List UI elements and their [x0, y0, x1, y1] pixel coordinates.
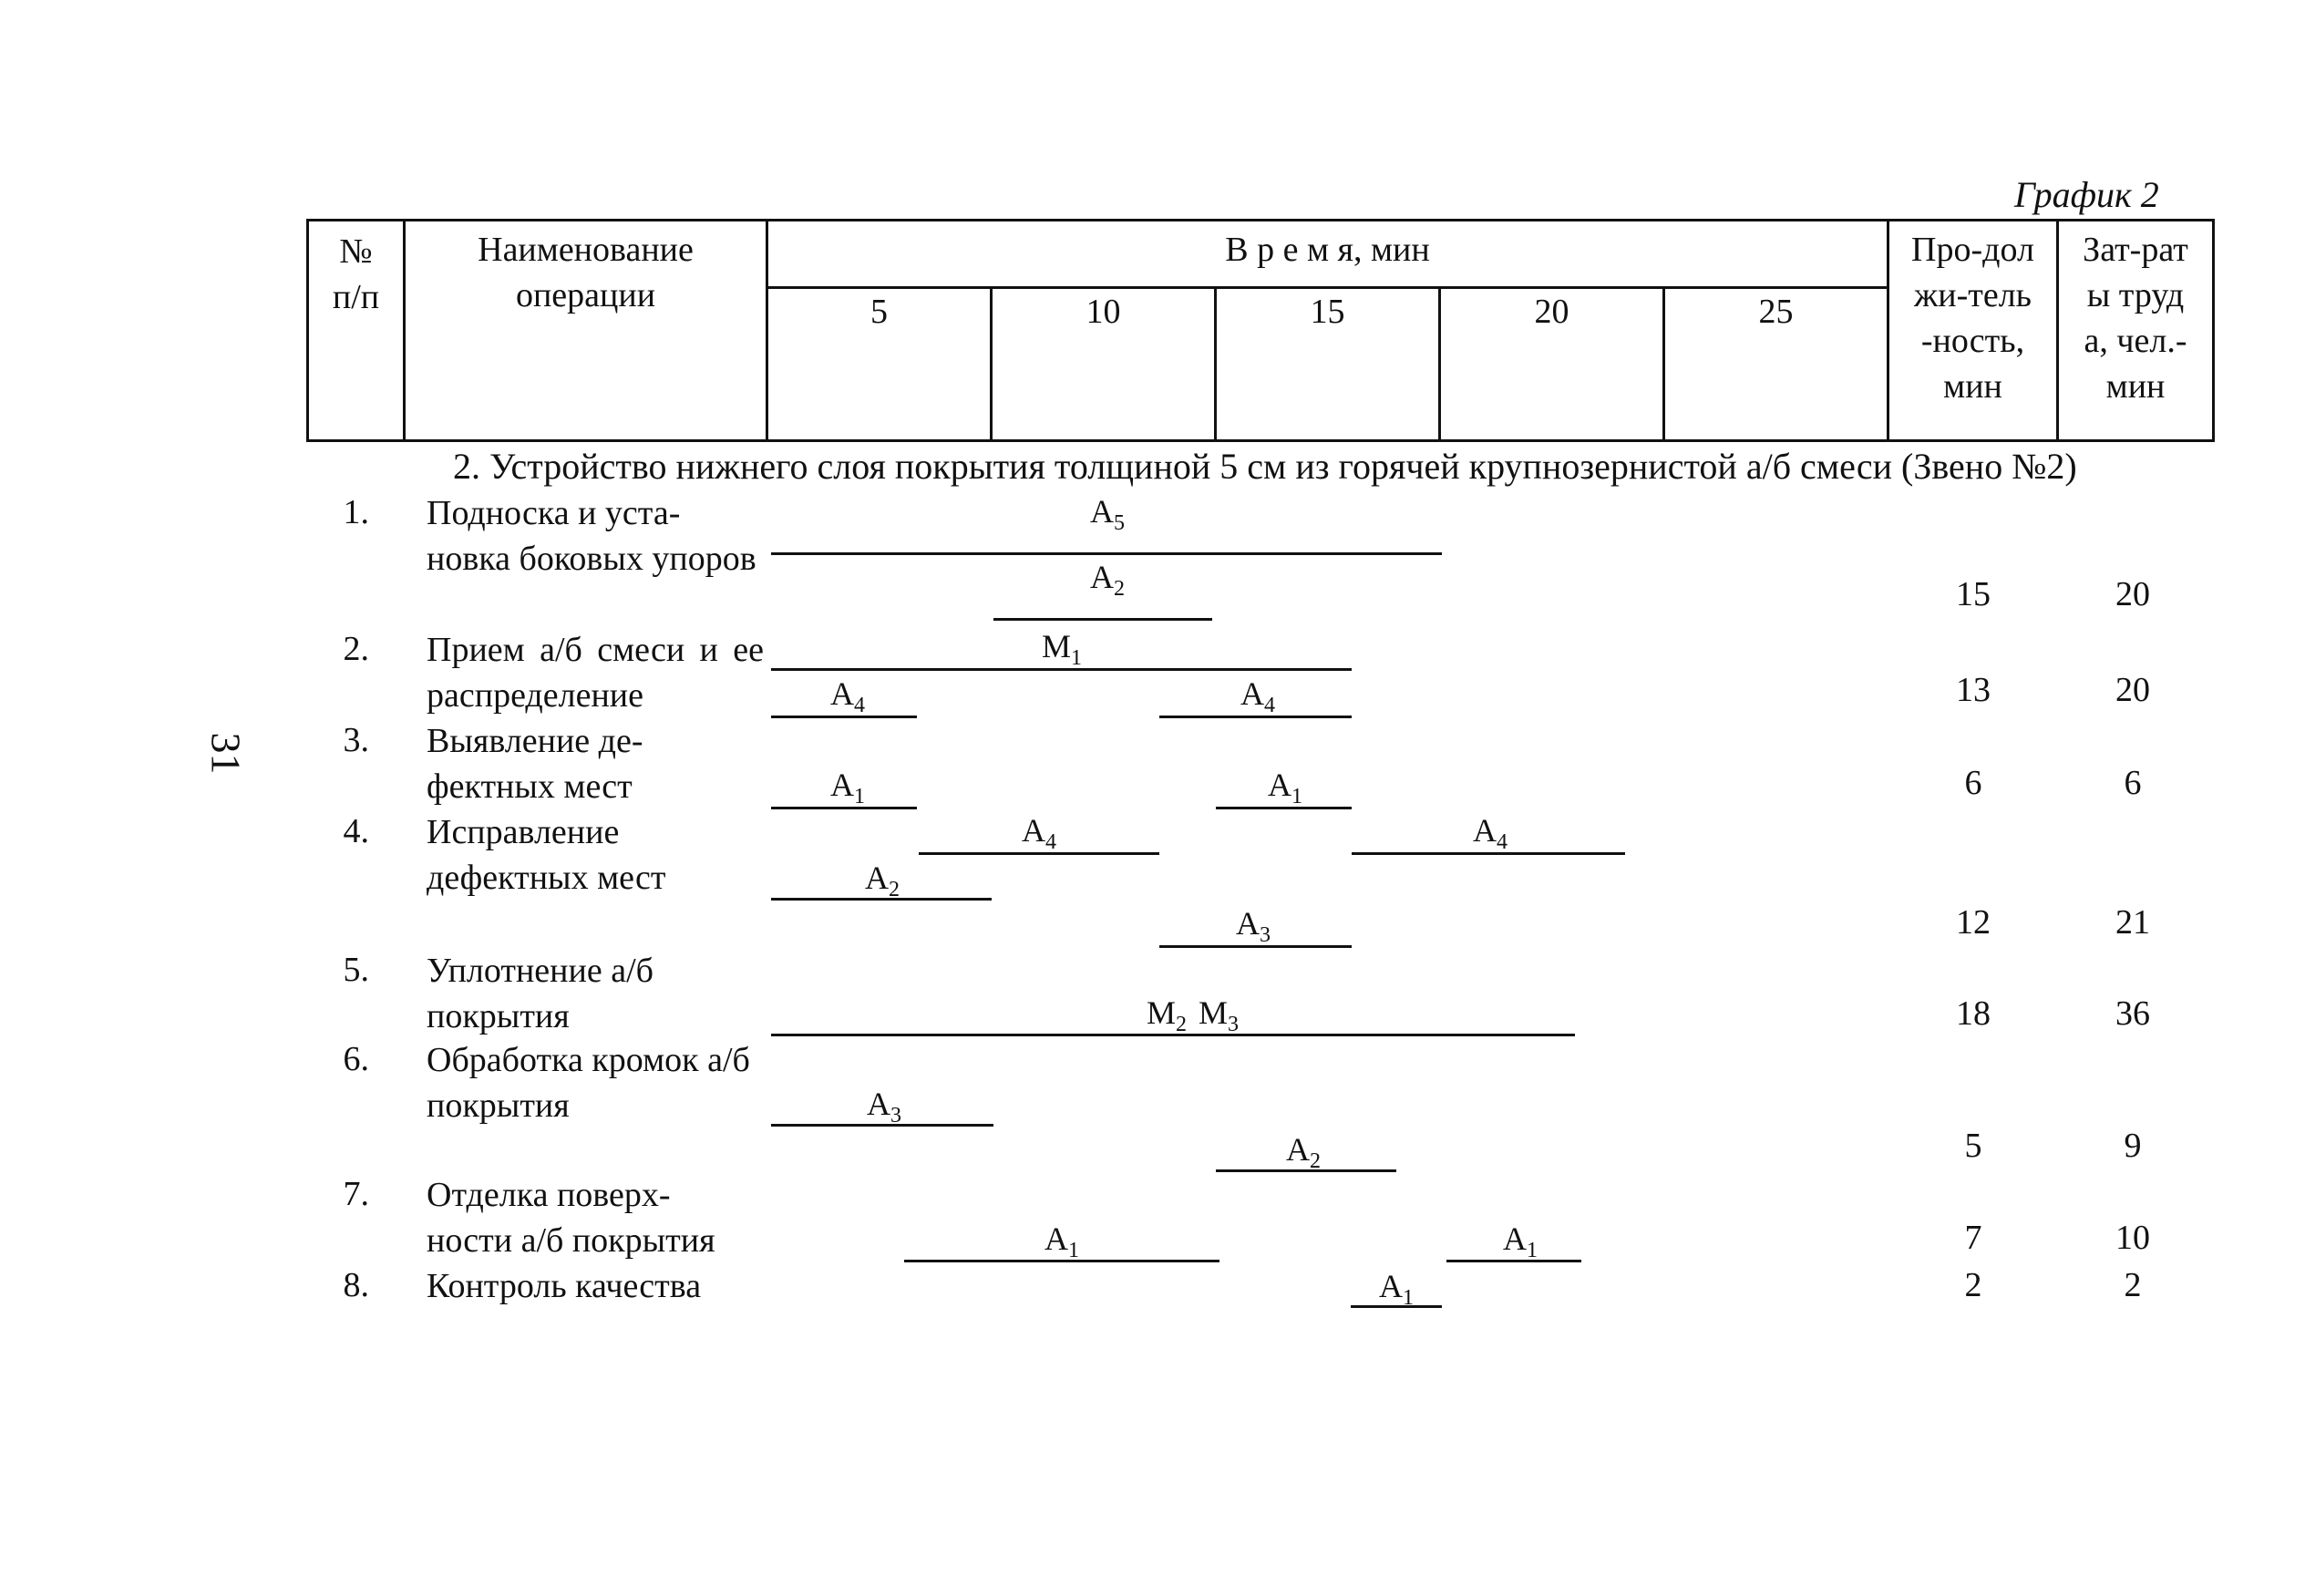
- gantt-bar: [919, 852, 1159, 855]
- gantt-bar: [771, 1124, 993, 1127]
- resource-label-a1: $A_1$: [830, 767, 865, 809]
- op-labor: 9: [2124, 1127, 2142, 1165]
- resource-label-a5: $A_5$: [1090, 493, 1125, 536]
- resource-label-a4: $A_4$: [830, 675, 865, 718]
- header-num: № п/п: [308, 221, 405, 441]
- gantt-bar: [771, 898, 992, 901]
- gantt-bar: [771, 716, 917, 718]
- op-num: 1.: [343, 493, 369, 531]
- resource-label-a2: $A_2$: [1090, 559, 1125, 602]
- op-duration: 18: [1956, 994, 1991, 1033]
- op-name: Прием а/б смеси и ее распределение: [427, 631, 764, 715]
- op-name: Исправление дефектных мест: [427, 813, 666, 897]
- resource-label-a1: $A_1$: [1268, 767, 1302, 809]
- tick-5: 5: [767, 288, 992, 441]
- op-num: 2.: [343, 630, 369, 668]
- gantt-bar: [771, 807, 917, 809]
- gantt-bar: [904, 1260, 1219, 1262]
- op-duration: 7: [1964, 1219, 1982, 1257]
- op-labor: 20: [2115, 575, 2150, 613]
- resource-label-m1: $M_1$: [1041, 628, 1082, 671]
- op-labor: 2: [2124, 1266, 2142, 1304]
- tick-15: 15: [1216, 288, 1440, 441]
- gantt-bar: [1446, 1260, 1581, 1262]
- op-name: Уплотнение а/б покрытия: [427, 952, 653, 1035]
- page-number: 31: [202, 732, 250, 775]
- op-labor: 6: [2124, 764, 2142, 802]
- gantt-bar: [771, 668, 1352, 671]
- op-num: 3.: [343, 721, 369, 759]
- resource-label-a1: $A_1$: [1379, 1268, 1414, 1311]
- gantt-bar: [771, 552, 1442, 555]
- header-duration: Про-должи-тель-ность, мин: [1888, 221, 2058, 441]
- tick-25: 25: [1664, 288, 1888, 441]
- resource-label-m2: $M_2$: [1146, 994, 1187, 1037]
- gantt-bar: [1216, 1169, 1396, 1172]
- op-name: Обработка кромок а/б покрытия: [427, 1041, 750, 1125]
- op-duration: 6: [1964, 764, 1982, 802]
- op-duration: 12: [1956, 903, 1991, 942]
- resource-label-a2: $A_2$: [1286, 1131, 1321, 1174]
- resource-label-a2: $A_2$: [865, 860, 900, 902]
- header-operation-name: Наименование операции: [405, 221, 767, 441]
- gantt-bar: [993, 618, 1212, 621]
- resource-label-a1: $A_1$: [1044, 1220, 1079, 1263]
- op-duration: 2: [1964, 1266, 1982, 1304]
- gantt-bar: [771, 1034, 1575, 1036]
- op-name: Контроль качества: [427, 1267, 702, 1305]
- header-time: В р е м я, мин: [767, 221, 1888, 288]
- schedule-header-table: [306, 219, 2215, 442]
- resource-label-a4: $A_4$: [1022, 812, 1056, 855]
- resource-label-a3: $A_3$: [867, 1086, 901, 1128]
- gantt-bar: [1159, 716, 1352, 718]
- gantt-bar: [1352, 852, 1625, 855]
- header-labor: Зат-раты труда, чел.-мин: [2058, 221, 2214, 441]
- op-duration: 15: [1956, 575, 1991, 613]
- op-labor: 10: [2115, 1219, 2150, 1257]
- op-labor: 21: [2115, 903, 2150, 942]
- op-num: 6.: [343, 1040, 369, 1078]
- op-name: Отделка поверх-ности а/б покрытия: [427, 1176, 715, 1260]
- gantt-bar: [1216, 807, 1352, 809]
- op-num: 8.: [343, 1266, 369, 1304]
- op-labor: 20: [2115, 671, 2150, 709]
- resource-label-a3: $A_3$: [1236, 905, 1271, 948]
- resource-label-a1: $A_1$: [1503, 1220, 1538, 1263]
- tick-20: 20: [1440, 288, 1664, 441]
- gantt-bar: [1159, 945, 1352, 948]
- op-labor: 36: [2115, 994, 2150, 1033]
- op-num: 5.: [343, 951, 369, 989]
- schedule-caption: График 2: [2014, 174, 2159, 215]
- section-title: 2. Устройство нижнего слоя покрытия толщиной 5 см из горячей крупнозернистой а/б смеси (Звено №2): [453, 446, 2077, 487]
- op-duration: 5: [1964, 1127, 1982, 1165]
- op-num: 7.: [343, 1175, 369, 1213]
- op-name: Подноска и уста-новка боковых упоров: [427, 494, 756, 578]
- op-duration: 13: [1956, 671, 1991, 709]
- resource-label-m3: $M_3$: [1198, 994, 1239, 1037]
- op-name: Выявление де-фектных мест: [427, 722, 643, 806]
- tick-10: 10: [992, 288, 1216, 441]
- resource-label-a4: $A_4$: [1240, 675, 1275, 718]
- gantt-bar: [1351, 1305, 1442, 1308]
- op-num: 4.: [343, 812, 369, 850]
- resource-label-a4: $A_4$: [1473, 812, 1508, 855]
